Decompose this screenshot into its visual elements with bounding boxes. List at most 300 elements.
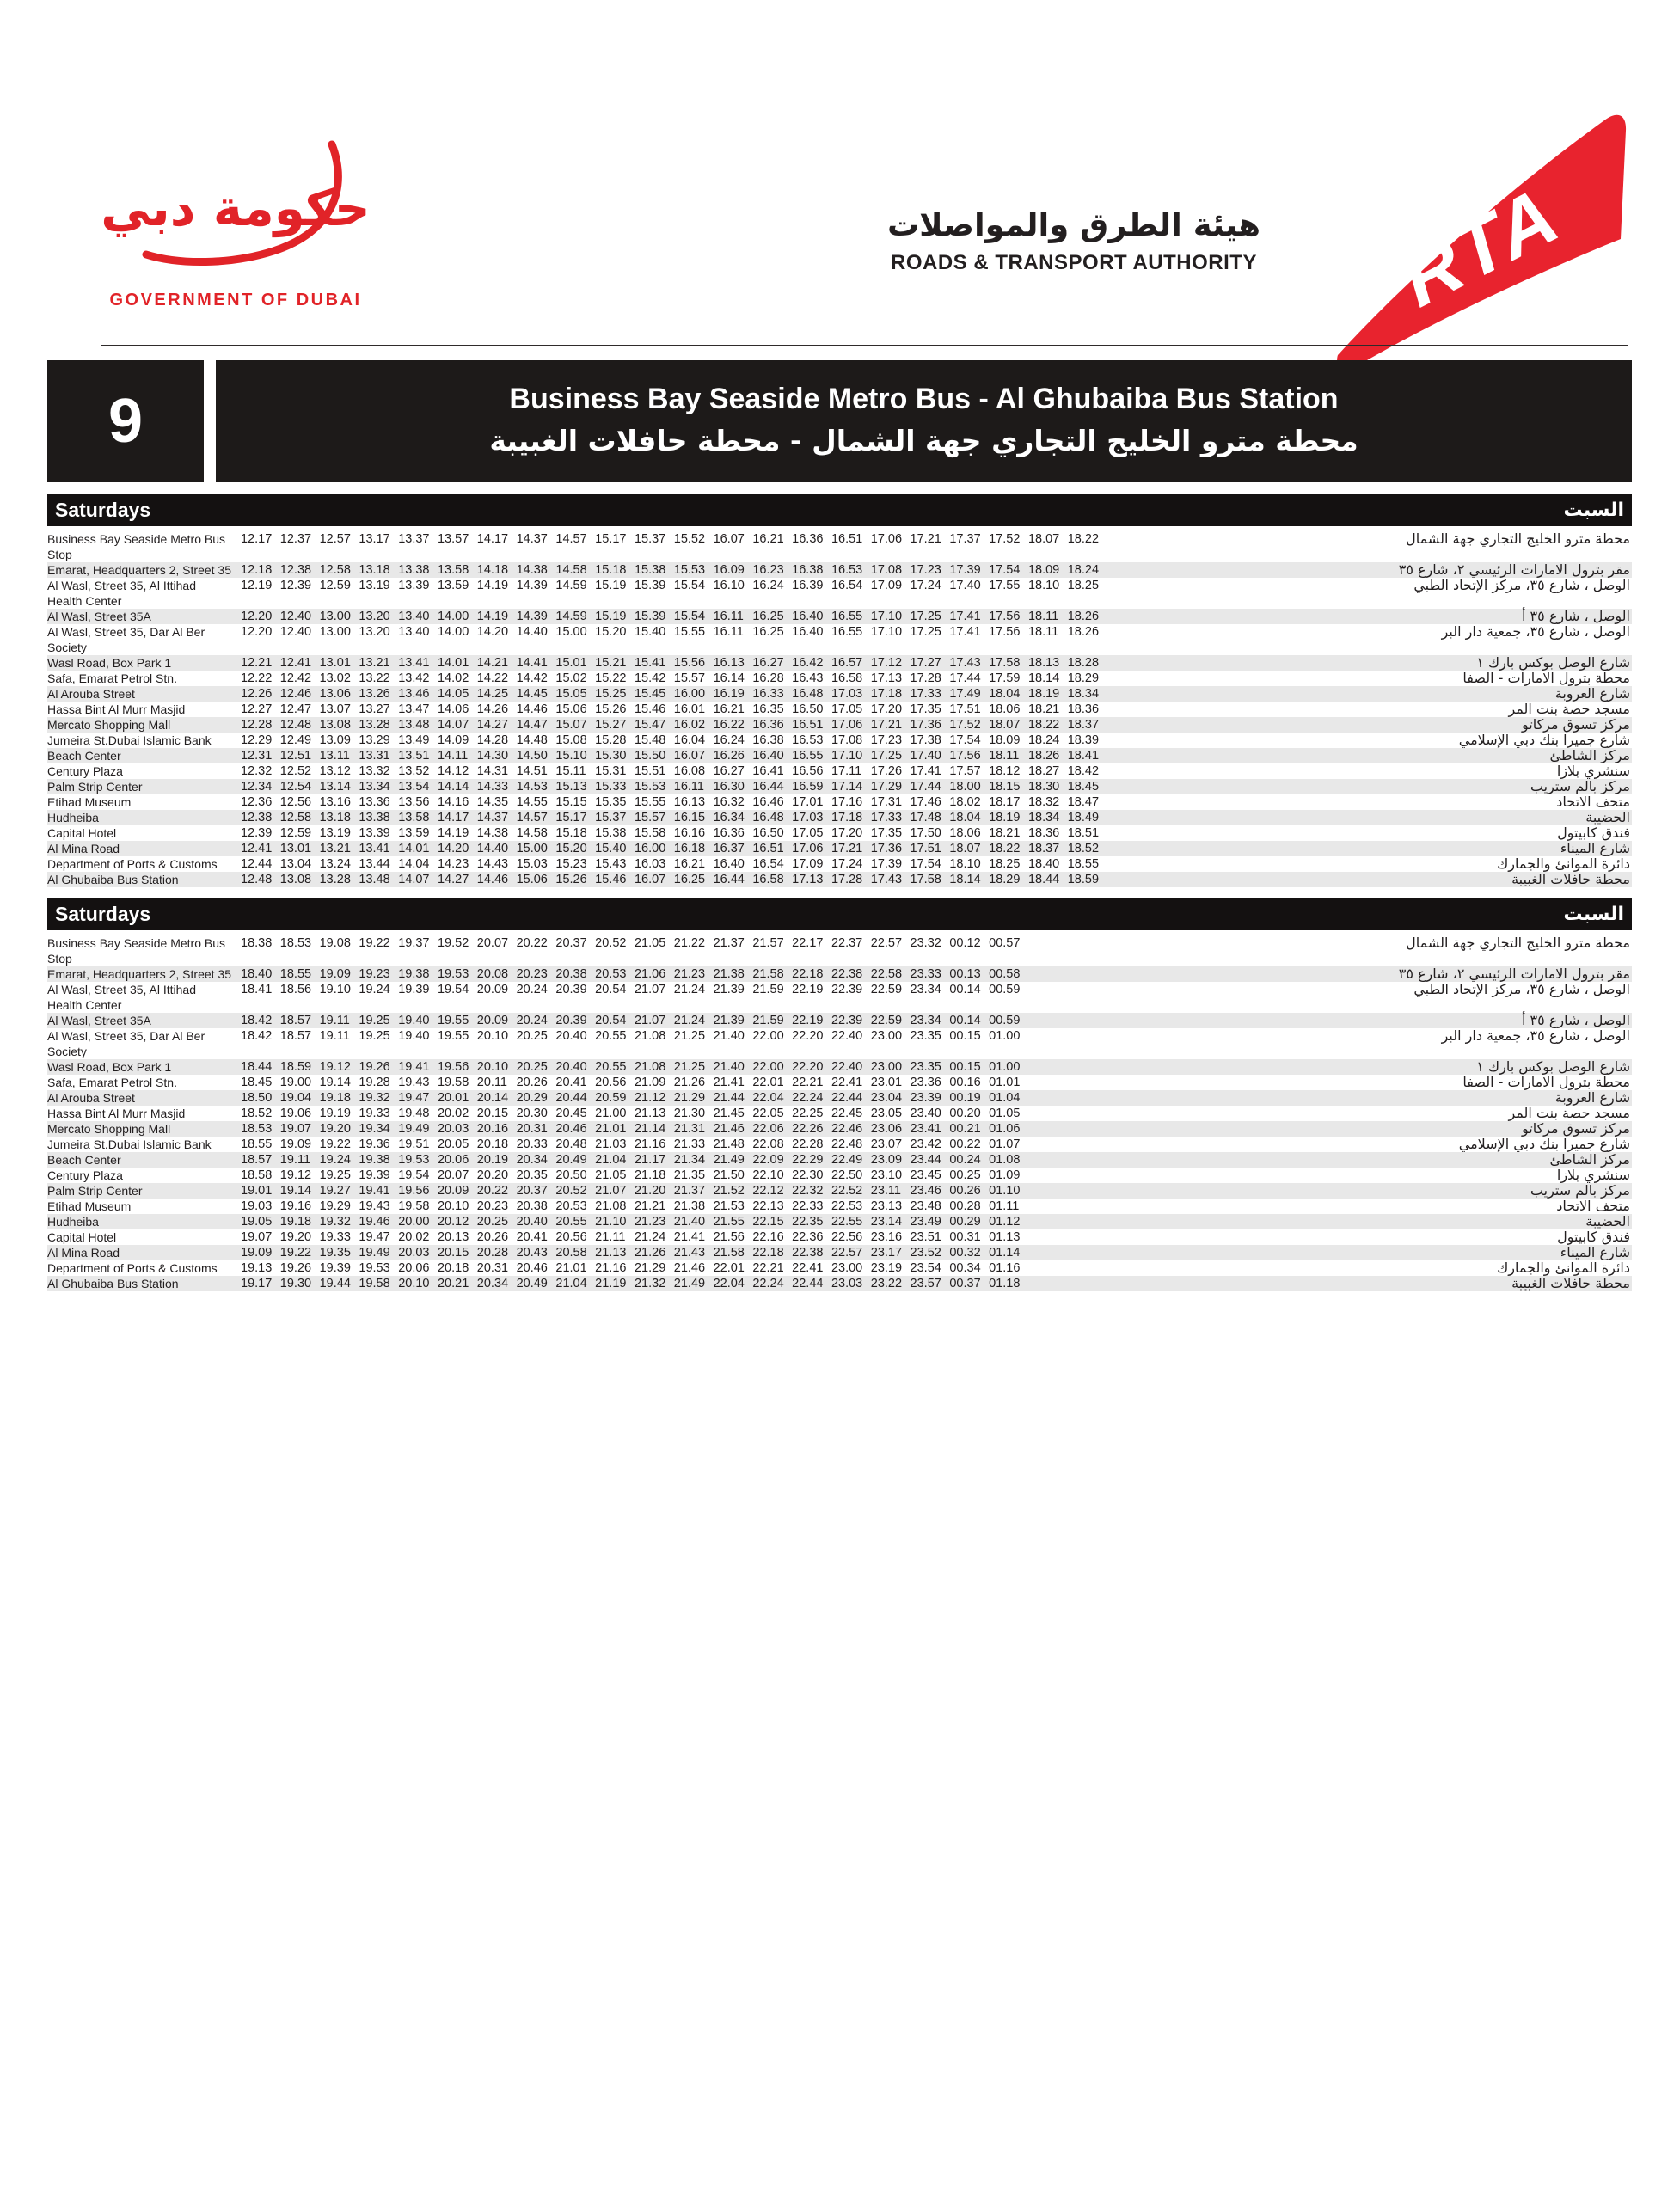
time-cell: 16.48 bbox=[752, 811, 784, 825]
time-cell: 22.36 bbox=[792, 1230, 824, 1244]
time-cell: 14.16 bbox=[437, 795, 469, 809]
time-cell: 17.48 bbox=[910, 811, 941, 825]
stop-name-en: Safa, Emarat Petrol Stn. bbox=[47, 671, 177, 685]
time-cell: 21.45 bbox=[713, 1107, 745, 1120]
time-cell: 20.31 bbox=[476, 1261, 509, 1275]
time-cell: 00.37 bbox=[949, 1277, 981, 1291]
time-cell: 15.10 bbox=[555, 749, 587, 763]
time-cell: 20.41 bbox=[516, 1230, 548, 1244]
time-cell: 21.08 bbox=[634, 1060, 666, 1074]
table-row bbox=[47, 1075, 1632, 1090]
time-cell: 21.25 bbox=[673, 1029, 706, 1043]
time-cell: 21.29 bbox=[673, 1091, 706, 1105]
time-cell: 12.29 bbox=[241, 733, 273, 747]
time-cell: 13.58 bbox=[398, 811, 430, 825]
time-cell: 13.56 bbox=[398, 795, 430, 809]
time-cell: 23.42 bbox=[910, 1137, 941, 1151]
time-cell: 15.25 bbox=[595, 687, 627, 701]
time-cell: 13.48 bbox=[398, 718, 430, 732]
time-cell: 13.21 bbox=[319, 842, 351, 855]
time-cell: 14.45 bbox=[516, 687, 548, 701]
table-row bbox=[47, 1214, 1632, 1229]
time-cell: 15.22 bbox=[595, 671, 627, 685]
time-cell: 16.27 bbox=[752, 656, 784, 670]
time-cell: 19.56 bbox=[437, 1060, 469, 1074]
time-cell: 18.45 bbox=[1067, 780, 1100, 794]
time-cell: 20.15 bbox=[437, 1246, 469, 1260]
time-cell: 17.33 bbox=[910, 687, 941, 701]
time-cell: 20.45 bbox=[555, 1107, 587, 1120]
stop-name-ar: محطة بترول الامارات - الصفا bbox=[1462, 1074, 1630, 1090]
time-cell: 15.18 bbox=[595, 563, 627, 577]
time-cell: 17.51 bbox=[949, 702, 981, 716]
time-cell: 15.47 bbox=[634, 718, 666, 732]
time-cell: 14.22 bbox=[476, 671, 509, 685]
time-cell: 14.00 bbox=[437, 625, 469, 639]
time-cell: 21.01 bbox=[555, 1261, 587, 1275]
time-cell: 18.32 bbox=[1027, 795, 1060, 809]
time-cell: 00.15 bbox=[949, 1029, 981, 1043]
stop-name-en: Safa, Emarat Petrol Stn. bbox=[47, 1076, 177, 1089]
time-cell: 17.58 bbox=[989, 656, 1021, 670]
time-cell: 16.02 bbox=[673, 718, 706, 732]
time-cell: 20.02 bbox=[437, 1107, 469, 1120]
time-cell: 14.19 bbox=[476, 610, 509, 623]
time-cell: 22.57 bbox=[831, 1246, 863, 1260]
time-cell: 14.46 bbox=[476, 873, 509, 886]
time-cell: 19.39 bbox=[398, 983, 430, 996]
time-cell: 00.59 bbox=[989, 983, 1021, 996]
time-cell: 19.07 bbox=[241, 1230, 273, 1244]
time-cell: 21.44 bbox=[713, 1091, 745, 1105]
time-cell: 15.18 bbox=[555, 826, 587, 840]
time-cell: 19.05 bbox=[241, 1215, 273, 1229]
time-cell: 14.55 bbox=[516, 795, 548, 809]
time-cell: 16.08 bbox=[673, 764, 706, 778]
time-cell: 21.24 bbox=[634, 1230, 666, 1244]
time-cell: 19.47 bbox=[359, 1230, 390, 1244]
time-cell: 19.09 bbox=[279, 1137, 312, 1151]
time-cell: 23.48 bbox=[910, 1199, 941, 1213]
time-cell: 17.37 bbox=[949, 532, 981, 546]
time-cell: 18.53 bbox=[241, 1122, 273, 1136]
time-cell: 19.35 bbox=[319, 1246, 351, 1260]
time-cell: 18.41 bbox=[241, 983, 273, 996]
time-cell: 18.11 bbox=[1027, 625, 1059, 639]
time-cell: 20.56 bbox=[555, 1230, 587, 1244]
time-cell: 14.06 bbox=[437, 702, 469, 716]
table-row bbox=[47, 1137, 1632, 1152]
time-cell: 17.21 bbox=[831, 842, 863, 855]
time-cell: 21.31 bbox=[673, 1122, 706, 1136]
time-cell: 16.01 bbox=[673, 702, 706, 716]
time-cell: 22.41 bbox=[831, 1076, 863, 1089]
time-cell: 23.00 bbox=[870, 1029, 903, 1043]
time-cell: 00.20 bbox=[949, 1107, 981, 1120]
time-cell: 19.43 bbox=[398, 1076, 430, 1089]
time-cell: 14.17 bbox=[437, 811, 469, 825]
time-cell: 00.12 bbox=[949, 936, 981, 950]
time-cell: 18.50 bbox=[241, 1091, 273, 1105]
stop-name-ar: مسجد حصة بنت المر bbox=[1508, 701, 1630, 717]
time-cell: 22.04 bbox=[713, 1277, 745, 1291]
time-cell: 18.55 bbox=[241, 1137, 273, 1151]
time-cell: 18.56 bbox=[279, 983, 312, 996]
time-cell: 18.24 bbox=[1027, 733, 1060, 747]
time-cell: 14.25 bbox=[476, 687, 509, 701]
time-cell: 20.19 bbox=[476, 1153, 509, 1167]
time-cell: 12.39 bbox=[241, 826, 273, 840]
time-cell: 01.18 bbox=[989, 1277, 1021, 1291]
time-cell: 19.22 bbox=[319, 1137, 351, 1151]
table-row bbox=[47, 1106, 1632, 1121]
time-cell: 16.36 bbox=[792, 532, 824, 546]
time-cell: 18.47 bbox=[1067, 795, 1100, 809]
time-cell: 16.30 bbox=[713, 780, 745, 794]
stop-name-en: Palm Strip Center bbox=[47, 780, 143, 794]
time-cell: 20.40 bbox=[555, 1060, 587, 1074]
time-cell: 16.21 bbox=[673, 857, 706, 871]
time-cell: 21.24 bbox=[673, 983, 706, 996]
time-cell: 14.51 bbox=[516, 764, 548, 778]
time-cell: 18.15 bbox=[989, 780, 1021, 794]
time-cell: 15.27 bbox=[595, 718, 627, 732]
time-cell: 18.58 bbox=[241, 1168, 273, 1182]
time-cell: 17.10 bbox=[870, 625, 903, 639]
time-cell: 18.13 bbox=[1027, 656, 1060, 670]
time-cell: 16.43 bbox=[792, 671, 824, 685]
stop-name-ar: فندق كابيتول bbox=[1557, 825, 1630, 841]
stop-name-ar: شارع العروبة bbox=[1554, 1089, 1630, 1106]
time-cell: 22.13 bbox=[752, 1199, 784, 1213]
stop-name-en: Al Wasl, Street 35, Al Ittihad Health Center bbox=[47, 579, 197, 608]
time-cell: 17.50 bbox=[910, 826, 941, 840]
time-cell: 20.11 bbox=[476, 1076, 507, 1089]
time-cell: 15.40 bbox=[634, 625, 666, 639]
time-cell: 18.14 bbox=[1027, 671, 1060, 685]
time-cell: 19.37 bbox=[398, 936, 430, 950]
time-cell: 16.35 bbox=[752, 702, 784, 716]
time-cell: 19.41 bbox=[398, 1060, 430, 1074]
time-cell: 12.51 bbox=[279, 749, 312, 763]
time-cell: 21.48 bbox=[713, 1137, 745, 1151]
time-cell: 20.58 bbox=[555, 1246, 587, 1260]
time-cell: 17.10 bbox=[831, 749, 863, 763]
stop-name-ar: الوصل ، شارع ٣٥، مركز الإتحاد الطبي bbox=[1413, 577, 1630, 593]
time-cell: 14.37 bbox=[476, 811, 509, 825]
time-cell: 20.03 bbox=[398, 1246, 430, 1260]
time-cell: 12.46 bbox=[279, 687, 312, 701]
time-cell: 20.37 bbox=[555, 936, 587, 950]
time-cell: 16.11 bbox=[713, 625, 744, 639]
time-cell: 17.09 bbox=[792, 857, 824, 871]
time-cell: 19.20 bbox=[279, 1230, 312, 1244]
time-cell: 19.52 bbox=[437, 936, 469, 950]
time-cell: 19.10 bbox=[319, 983, 351, 996]
time-cell: 17.36 bbox=[910, 718, 941, 732]
time-cell: 22.59 bbox=[870, 1014, 903, 1027]
time-cell: 19.11 bbox=[319, 1029, 350, 1043]
time-cell: 14.12 bbox=[437, 764, 469, 778]
stop-name-ar: الوصل ، شارع ٣٥ أ bbox=[1522, 1012, 1630, 1028]
time-cell: 18.52 bbox=[1067, 842, 1100, 855]
table-row bbox=[47, 763, 1632, 779]
stop-name-ar: الوصل ، شارع ٣٥، مركز الإتحاد الطبي bbox=[1413, 981, 1630, 997]
time-cell: 16.21 bbox=[713, 702, 745, 716]
time-cell: 21.55 bbox=[713, 1215, 745, 1229]
time-cell: 21.18 bbox=[634, 1168, 666, 1182]
time-cell: 12.52 bbox=[279, 764, 312, 778]
time-cell: 13.38 bbox=[398, 563, 430, 577]
time-cell: 15.07 bbox=[555, 718, 587, 732]
time-cell: 18.40 bbox=[241, 967, 273, 981]
time-cell: 22.21 bbox=[752, 1261, 784, 1275]
stop-name-en: Emarat, Headquarters 2, Street 35 bbox=[47, 563, 231, 577]
time-cell: 13.44 bbox=[359, 857, 390, 871]
time-cell: 14.39 bbox=[516, 610, 548, 623]
time-cell: 16.53 bbox=[831, 563, 863, 577]
time-cell: 16.21 bbox=[752, 532, 784, 546]
time-cell: 18.40 bbox=[1027, 857, 1060, 871]
time-cell: 15.53 bbox=[673, 563, 706, 577]
time-cell: 17.40 bbox=[949, 579, 981, 592]
time-cell: 18.11 bbox=[1027, 610, 1059, 623]
rta-arabic-name: هيئة الطرق والمواصلات bbox=[886, 206, 1261, 243]
time-cell: 12.34 bbox=[241, 780, 273, 794]
time-cell: 17.35 bbox=[910, 702, 941, 716]
route-title-english: Business Bay Seaside Metro Bus - Al Ghubaiba Bus Station bbox=[509, 383, 1339, 415]
time-cell: 22.01 bbox=[752, 1076, 784, 1089]
time-cell: 22.18 bbox=[792, 967, 824, 981]
stop-name-en: Jumeira St.Dubai Islamic Bank bbox=[47, 1137, 212, 1151]
time-cell: 14.47 bbox=[516, 718, 548, 732]
stop-name-en: Wasl Road, Box Park 1 bbox=[47, 1060, 172, 1074]
time-cell: 20.16 bbox=[476, 1122, 509, 1136]
time-cell: 23.06 bbox=[870, 1122, 903, 1136]
time-cell: 22.48 bbox=[831, 1137, 863, 1151]
time-cell: 16.38 bbox=[752, 733, 784, 747]
time-cell: 17.56 bbox=[949, 749, 981, 763]
time-cell: 16.25 bbox=[673, 873, 706, 886]
time-cell: 13.39 bbox=[398, 579, 430, 592]
time-cell: 16.34 bbox=[713, 811, 745, 825]
time-cell: 17.39 bbox=[949, 563, 981, 577]
stop-name-ar: سنشري بلازا bbox=[1556, 763, 1630, 779]
time-cell: 16.58 bbox=[752, 873, 784, 886]
time-cell: 14.58 bbox=[555, 563, 587, 577]
time-cell: 19.25 bbox=[359, 1014, 390, 1027]
time-cell: 01.06 bbox=[989, 1122, 1021, 1136]
government-of-dubai-calligraphy-icon bbox=[101, 129, 370, 284]
time-cell: 17.03 bbox=[792, 811, 824, 825]
time-cell: 17.56 bbox=[989, 625, 1021, 639]
time-cell: 13.39 bbox=[359, 826, 390, 840]
time-cell: 16.36 bbox=[713, 826, 745, 840]
time-cell: 18.44 bbox=[241, 1060, 273, 1074]
table-row bbox=[47, 733, 1632, 748]
stop-name-ar: دائرة الموانئ والجمارك bbox=[1497, 1260, 1630, 1276]
time-cell: 18.34 bbox=[1027, 811, 1060, 825]
stop-name-ar: محطة بترول الامارات - الصفا bbox=[1462, 670, 1630, 686]
day-label-en: Saturdays bbox=[55, 499, 151, 521]
table-row bbox=[47, 1168, 1632, 1183]
time-cell: 16.13 bbox=[673, 795, 706, 809]
time-cell: 22.05 bbox=[752, 1107, 784, 1120]
table-row bbox=[47, 1229, 1632, 1245]
time-cell: 12.41 bbox=[279, 656, 312, 670]
stop-name-en: Capital Hotel bbox=[47, 826, 117, 840]
time-cell: 21.34 bbox=[673, 1153, 706, 1167]
time-cell: 12.39 bbox=[279, 579, 312, 592]
time-cell: 21.43 bbox=[673, 1246, 706, 1260]
time-cell: 00.58 bbox=[989, 967, 1021, 981]
time-cell: 19.54 bbox=[398, 1168, 430, 1182]
time-cell: 20.35 bbox=[516, 1168, 548, 1182]
time-cell: 12.20 bbox=[241, 625, 273, 639]
time-cell: 19.08 bbox=[319, 936, 351, 950]
time-cell: 20.18 bbox=[437, 1261, 469, 1275]
time-cell: 18.29 bbox=[1067, 671, 1100, 685]
time-cell: 16.00 bbox=[673, 687, 706, 701]
time-cell: 20.59 bbox=[595, 1091, 627, 1105]
time-cell: 17.05 bbox=[792, 826, 824, 840]
time-cell: 21.03 bbox=[595, 1137, 627, 1151]
time-cell: 17.05 bbox=[831, 702, 863, 716]
time-cell: 18.49 bbox=[1067, 811, 1100, 825]
time-cell: 21.04 bbox=[555, 1277, 587, 1291]
stop-name-ar: شارع جميرا بنك دبي الإسلامي bbox=[1458, 732, 1630, 748]
time-cell: 15.58 bbox=[634, 826, 666, 840]
stop-name-en: Al Wasl, Street 35A bbox=[47, 1014, 151, 1027]
time-cell: 00.25 bbox=[949, 1168, 981, 1182]
time-cell: 19.09 bbox=[319, 967, 351, 981]
time-cell: 22.17 bbox=[792, 936, 824, 950]
time-cell: 16.54 bbox=[752, 857, 784, 871]
table-row bbox=[47, 841, 1632, 856]
time-cell: 16.03 bbox=[634, 857, 666, 871]
time-cell: 17.08 bbox=[831, 733, 863, 747]
time-cell: 20.09 bbox=[476, 983, 509, 996]
time-cell: 14.41 bbox=[516, 656, 548, 670]
time-cell: 00.26 bbox=[949, 1184, 981, 1198]
stop-name-en: Hudheiba bbox=[47, 811, 99, 825]
time-cell: 22.57 bbox=[870, 936, 903, 950]
time-cell: 01.00 bbox=[989, 1029, 1021, 1043]
time-cell: 19.30 bbox=[279, 1277, 312, 1291]
time-cell: 18.21 bbox=[1027, 702, 1060, 716]
time-cell: 12.22 bbox=[241, 671, 273, 685]
time-cell: 16.10 bbox=[713, 579, 745, 592]
time-cell: 14.53 bbox=[516, 780, 548, 794]
time-cell: 18.22 bbox=[1027, 718, 1060, 732]
time-cell: 18.51 bbox=[1067, 826, 1100, 840]
time-cell: 01.05 bbox=[989, 1107, 1021, 1120]
time-cell: 20.03 bbox=[437, 1122, 469, 1136]
time-cell: 13.52 bbox=[398, 764, 430, 778]
time-cell: 13.32 bbox=[359, 764, 390, 778]
time-cell: 22.19 bbox=[792, 983, 824, 996]
time-cell: 12.31 bbox=[241, 749, 273, 763]
time-cell: 23.01 bbox=[870, 1076, 903, 1089]
time-cell: 14.59 bbox=[555, 579, 587, 592]
stop-name-en: Business Bay Seaside Metro Bus Stop bbox=[47, 936, 225, 966]
time-cell: 19.27 bbox=[319, 1184, 351, 1198]
table-row bbox=[47, 1090, 1632, 1106]
stop-name-en: Hudheiba bbox=[47, 1215, 99, 1229]
time-cell: 13.28 bbox=[319, 873, 351, 886]
time-cell: 23.13 bbox=[870, 1199, 903, 1213]
time-cell: 19.43 bbox=[359, 1199, 390, 1213]
time-cell: 16.42 bbox=[792, 656, 824, 670]
time-cell: 21.59 bbox=[752, 983, 784, 996]
time-cell: 21.07 bbox=[634, 1014, 666, 1027]
time-cell: 22.38 bbox=[792, 1246, 824, 1260]
time-cell: 21.41 bbox=[713, 1076, 745, 1089]
time-cell: 13.54 bbox=[398, 780, 430, 794]
time-cell: 20.55 bbox=[555, 1215, 587, 1229]
time-cell: 13.20 bbox=[359, 625, 390, 639]
time-cell: 16.53 bbox=[792, 733, 824, 747]
time-cell: 12.32 bbox=[241, 764, 273, 778]
time-cell: 14.39 bbox=[516, 579, 548, 592]
time-cell: 23.04 bbox=[870, 1091, 903, 1105]
time-cell: 15.15 bbox=[555, 795, 587, 809]
time-cell: 20.12 bbox=[437, 1215, 469, 1229]
time-cell: 19.38 bbox=[398, 967, 430, 981]
time-cell: 19.17 bbox=[241, 1277, 273, 1291]
route-number-box bbox=[47, 360, 204, 482]
time-cell: 22.25 bbox=[792, 1107, 824, 1120]
time-cell: 23.07 bbox=[870, 1137, 903, 1151]
time-cell: 17.54 bbox=[910, 857, 941, 871]
time-cell: 15.56 bbox=[673, 656, 706, 670]
time-cell: 19.38 bbox=[359, 1153, 390, 1167]
time-cell: 22.52 bbox=[831, 1184, 863, 1198]
time-cell: 13.08 bbox=[319, 718, 351, 732]
time-cell: 15.00 bbox=[555, 625, 587, 639]
time-cell: 19.44 bbox=[319, 1277, 351, 1291]
time-cell: 15.30 bbox=[595, 749, 627, 763]
stop-name-ar: الوصل ، شارع ٣٥ أ bbox=[1522, 608, 1630, 624]
time-cell: 14.14 bbox=[437, 780, 469, 794]
time-cell: 13.17 bbox=[359, 532, 390, 546]
time-cell: 17.03 bbox=[831, 687, 863, 701]
time-cell: 15.05 bbox=[555, 687, 587, 701]
time-cell: 19.54 bbox=[437, 983, 469, 996]
time-cell: 17.44 bbox=[949, 671, 981, 685]
stop-name-ar: دائرة الموانئ والجمارك bbox=[1497, 855, 1630, 872]
time-cell: 15.46 bbox=[595, 873, 627, 886]
time-cell: 17.12 bbox=[870, 656, 903, 670]
time-cell: 23.16 bbox=[870, 1230, 903, 1244]
time-cell: 19.26 bbox=[359, 1060, 390, 1074]
time-cell: 18.36 bbox=[1027, 826, 1060, 840]
stop-name-ar: مقر بترول الامارات الرئيسي ٢، شارع ٣٥ bbox=[1398, 966, 1630, 982]
time-cell: 00.29 bbox=[949, 1215, 981, 1229]
time-cell: 20.34 bbox=[476, 1277, 509, 1291]
time-cell: 20.25 bbox=[476, 1215, 509, 1229]
time-cell: 16.40 bbox=[752, 749, 784, 763]
time-cell: 12.37 bbox=[279, 532, 312, 546]
time-cell: 16.27 bbox=[713, 764, 745, 778]
stop-name-ar: شارع العروبة bbox=[1554, 685, 1630, 702]
time-cell: 19.33 bbox=[319, 1230, 351, 1244]
time-cell: 17.20 bbox=[831, 826, 863, 840]
time-cell: 14.40 bbox=[516, 625, 548, 639]
stop-name-ar: الحضيبة bbox=[1585, 1213, 1630, 1229]
time-cell: 13.51 bbox=[398, 749, 430, 763]
time-cell: 13.19 bbox=[359, 579, 390, 592]
